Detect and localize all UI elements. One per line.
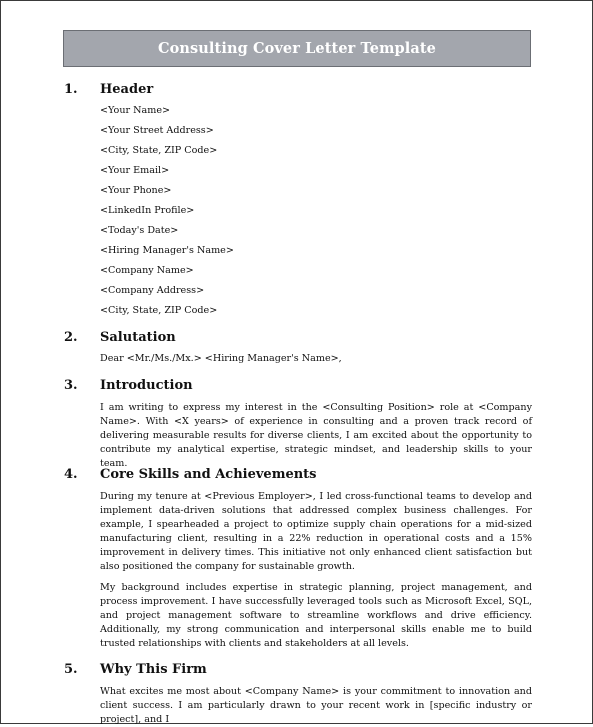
section-number: 3. bbox=[64, 378, 78, 393]
section-title: Core Skills and Achievements bbox=[100, 467, 317, 482]
company-name-field: <Company Name> bbox=[100, 265, 194, 276]
paragraph: My background includes expertise in strategic planning, project management, and process improvement. I have successfully leveraged tools such as Microsoft Excel, SQL, and project management software to streamline workflows and drive efficiency. Additionally, my strong communication and interpersonal skills enable me to build trusted relationships with clients and stakeholders at all levels. bbox=[100, 582, 532, 650]
your-name-field: <Your Name> bbox=[100, 105, 171, 116]
section-heading bbox=[0, 467, 593, 485]
street-address-field: <Your Street Address> bbox=[100, 125, 214, 136]
section-number: 1. bbox=[64, 82, 78, 97]
section-title: Header bbox=[100, 82, 154, 97]
linkedin-field: <LinkedIn Profile> bbox=[100, 205, 195, 216]
title-banner bbox=[63, 30, 531, 67]
paragraph: During my tenure at <Previous Employer>, I led cross-functional teams to develop and implement data-driven solutions that addressed complex business challenges. For example, I spearheaded a project to optimize supply chain operations for a mid-sized manufacturing client, resulting in a 22% reduction in operational costs and a 15% improvement in delivery times. This initiative not only enhanced client satisfaction but also positioned the company for sustainable growth. bbox=[100, 491, 532, 573]
city-state-zip-field: <City, State, ZIP Code> bbox=[100, 145, 218, 156]
email-field: <Your Email> bbox=[100, 165, 170, 176]
hiring-manager-field: <Hiring Manager's Name> bbox=[100, 245, 234, 256]
paragraph: What excites me most about <Company Name> is your commitment to innovation and client success. I am particularly drawn to your recent work in [specific industry or project], and I bbox=[100, 686, 532, 726]
section-number: 5. bbox=[64, 662, 78, 677]
header-field-list bbox=[100, 101, 532, 321]
section-heading bbox=[0, 330, 593, 348]
company-city-state-zip-field: <City, State, ZIP Code> bbox=[100, 305, 218, 316]
salutation-line: Dear <Mr./Ms./Mx.> <Hiring Manager's Name>, bbox=[100, 353, 342, 364]
salutation-body bbox=[100, 349, 532, 369]
company-address-field: <Company Address> bbox=[100, 285, 205, 296]
section-heading bbox=[0, 378, 593, 396]
phone-field: <Your Phone> bbox=[100, 185, 172, 196]
paragraph: I am writing to express my interest in the <Consulting Position> role at <Company Name>. With <X years> of experience in consulting and a proven track record of delivering measurable results for diverse clients, I am excited about the opportunity to contribute my analytical expertise, strategic mindset, and leadership skills to your team. bbox=[100, 402, 532, 470]
date-field: <Today's Date> bbox=[100, 225, 179, 236]
section-number: 2. bbox=[64, 330, 78, 345]
section-number: 4. bbox=[64, 467, 78, 482]
section-title: Salutation bbox=[100, 330, 176, 345]
section-title: Why This Firm bbox=[100, 662, 207, 677]
section-heading bbox=[0, 82, 593, 100]
document-title: Consulting Cover Letter Template bbox=[157, 40, 437, 57]
section-title: Introduction bbox=[100, 378, 193, 393]
section-heading bbox=[0, 662, 593, 680]
